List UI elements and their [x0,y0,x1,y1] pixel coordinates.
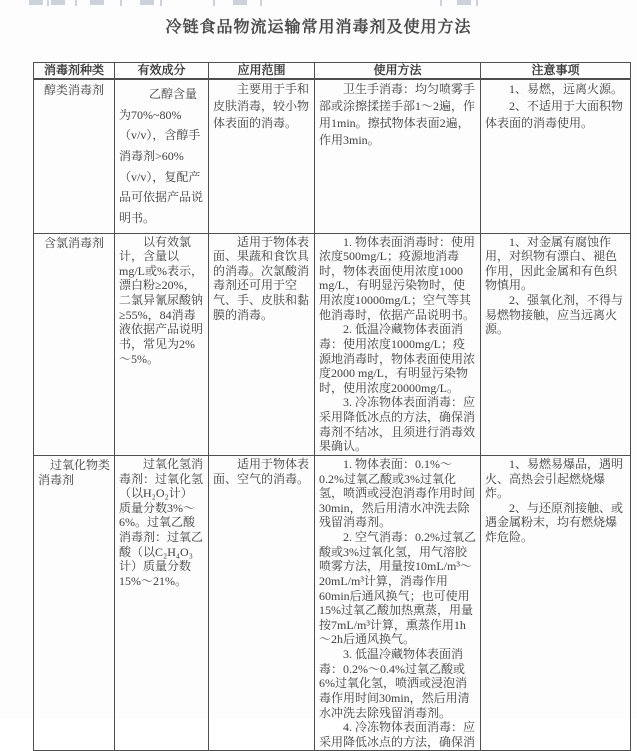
cropped-text-remnant [29,0,43,5]
precaution-item: 1、对金属有腐蚀作用，对织物有漂白、褪色作用，因此金属和有色织物慎用。 [485,234,618,293]
usage-paragraph: 卫生手消毒：均匀喷雾手部或涂擦揉搓手部1～2遍，作用1min。擦拭物体表面2遍，作用3min。 [319,82,476,148]
usage-paragraph: 2. 空气消毒：0.2%过氧乙酸或3%过氧化氢，用气溶胶喷雾方法，用量按10mL/m³～20mL/m³计算，消毒作用60min后通风换气；也可使用15%过氧乙酸加热熏蒸，用量按7mL/m³计算，熏蒸作用1h～2h后通风换气。 [319,530,476,647]
precaution-item: 2、不适用于大面积物体表面的消毒使用。 [485,99,624,131]
active-ingredient-text: 过氧化氢消毒剂：过氧化氢（以H₂O₂计）质量分数3%～6%。过氧乙酸消毒剂：过氧乙酸（以C₂H₄O₃计）质量分数15%～21%。 [119,456,204,588]
active-ingredient-text: 乙醇含量为70%~80%（v/v），含醇手消毒剂>60%（v/v），复配产品可依据产品说明书。 [119,87,204,225]
table-row-chlorine [34,233,631,455]
cell-application-scope [209,233,315,455]
header-disinfectant-type: 消毒剂种类 [34,63,115,80]
cropped-text-remnant [233,0,247,5]
cropped-text-remnant [260,0,262,6]
cropped-text-remnant [120,0,122,6]
cell-application-scope [209,455,315,751]
cell-application-scope [209,79,315,233]
usage-paragraph: 3. 低温冷藏物体表面消毒：0.2%～0.4%过氧乙酸或6%过氧化氢，喷洒或浸泡消毒作用时间30min，然后用清水冲洗去除残留消毒剂。 [319,647,470,720]
cropped-text-remnant [457,0,471,5]
cell-active-ingredient [115,233,209,455]
application-scope-text: 适用于物体表面、果蔬和食饮具的消毒。次氯酸消毒剂还可用于空气、手、皮肤和黏膜的消毒。 [213,234,310,322]
precaution-item: 2、与还原剂接触、或遇金属粉末，均有燃烧爆炸危险。 [485,500,624,544]
cell-type [34,233,115,455]
cell-precautions [481,233,631,455]
usage-paragraph: 3. 冷冻物体表面消毒：应采用降低冰点的方法，确保消毒剂不结冰，且须进行消毒效果确认。 [319,395,476,454]
header-precautions: 注意事项 [481,63,631,80]
usage-paragraph: 1. 物体表面：0.1%～0.2%过氧乙酸或3%过氧化氢，喷洒或浸泡消毒作用时间30min，然后用清水冲洗去除残留消毒剂。 [319,456,476,530]
precaution-item: 2、强氧化剂，不得与易燃物接触，应当远离火源。 [485,293,624,337]
disinfectant-type-label: 过氧化物类消毒剂 [38,457,111,487]
cropped-text-remnant [160,0,162,6]
disinfectant-type-label: 含氯消毒剂 [43,235,104,250]
cropped-text-remnant [213,0,215,6]
page-title: 冷链食品物流运输常用消毒剂及使用方法 [165,19,472,36]
cropped-text-remnant [90,0,104,5]
cropped-text-remnant [476,0,478,6]
cell-usage-method [315,233,481,455]
cell-type [34,455,115,751]
precaution-item: 1、易燃，远离火源。 [509,82,624,96]
disinfectant-table [33,62,631,751]
usage-paragraph: 4. 冷冻物体表面消毒：应采用降低冰点的方法，确保消 [319,720,476,749]
active-ingredient-text: 以有效氯计，含量以mg/L或%表示，漂白粉≥20%，二氯异氰尿酸钠≥55%，84消毒液依据产品说明书，常见为2%～5%。 [119,234,204,366]
cropped-text-remnant [47,0,49,6]
table-row-peroxide [34,455,631,751]
table-header-row [34,63,631,80]
cell-usage-method [315,79,481,233]
application-scope-text: 适用于物体表面、空气的消毒。 [213,456,310,486]
cell-usage-method [315,455,481,751]
header-application-scope: 应用范围 [209,63,315,80]
cell-active-ingredient [115,455,209,751]
cropped-text-remnant [51,0,65,5]
cropped-text-remnant [140,0,154,5]
cell-precautions [481,79,631,233]
header-usage-method: 使用方法 [315,63,481,80]
precaution-item: 1、易燃易爆品，遇明火、高热会引起燃烧爆炸。 [485,456,624,501]
cropped-text-remnant [75,0,77,6]
disinfectant-type-label: 醇类消毒剂 [43,83,104,97]
cell-precautions [481,455,631,751]
cell-active-ingredient [115,79,209,233]
usage-paragraph: 2. 低温冷藏物体表面消毒：使用浓度1000mg/L；疫源地消毒时，物体表面使用浓度2000 mg/L，有明显污染物时，使用浓度20000mg/L。 [319,322,476,395]
table-row-alcohol [34,79,631,233]
usage-paragraph: 1. 物体表面消毒时：使用浓度500mg/L；疫源地消毒时，物体表面使用浓度1000 mg/L，有明显污染物时，使用浓度10000mg/L；空气等其他消毒时，依据产品说明书。 [319,234,476,322]
header-active-ingredient: 有效成分 [115,63,209,80]
cell-type [34,79,115,233]
cropped-text-remnant [440,0,442,6]
application-scope-text: 主要用于手和皮肤消毒，较小物体表面的消毒。 [213,82,310,131]
